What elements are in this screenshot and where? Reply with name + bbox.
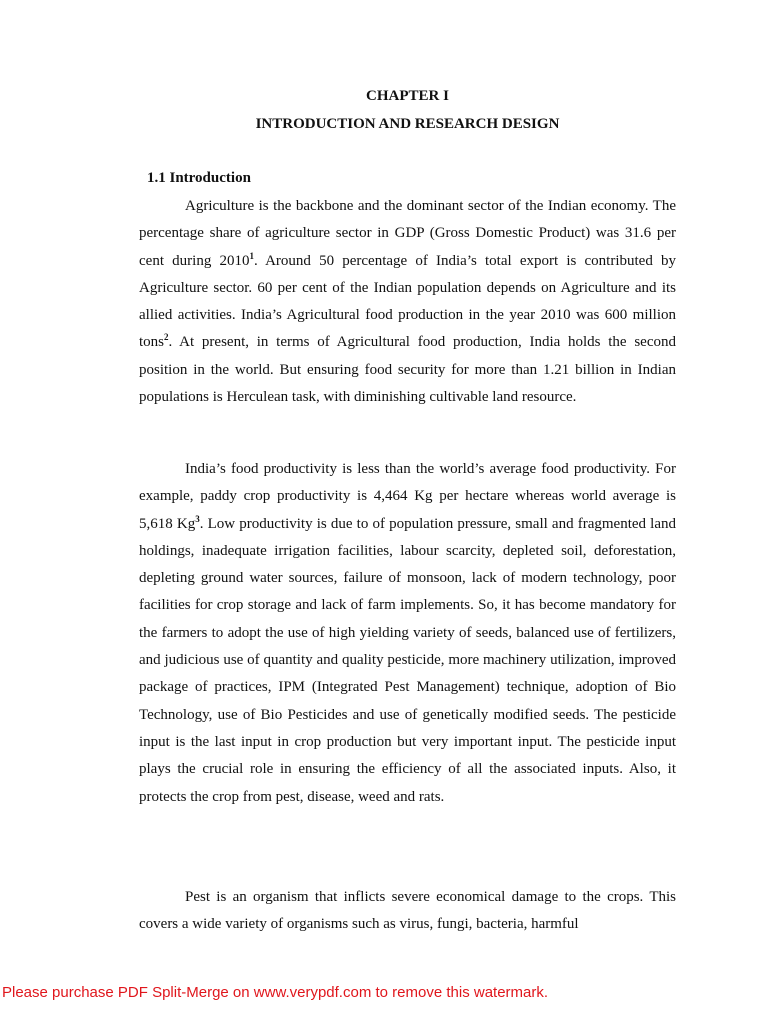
paragraph-text: Agriculture is the backbone and the dominant sector of the Indian economy. The percentage share of agriculture sector in GDP (Gross Domestic Product) was 31.6 per cent during 2010: [139, 198, 676, 269]
paragraph-text: . Low productivity is due to of population pressure, small and fragmented land holdings, inadequate irrigation facilities, labour scarcity, depleted soil, deforestation, depleting ground water sources, failure of monsoon, lack of modern technology, poor facilities for crop storage and lack of farm implements. So, it has become mandatory for the farmers to adopt the use of high yielding variety of seeds, balanced use of fertilizers, and judicious use of quantity and quality pesticide, more machinery utilization, improved package of practices, IPM (Integrated Pest Management) technique, adoption of Bio Technology, use of Bio Pesticides and use of genetically modified seeds. The pesticide input is the last input in crop production but very important input. The pesticide input plays the crucial role in ensuring the efficiency of all the associated inputs. Also, it protects the crop from pest, disease, weed and rats.: [139, 515, 676, 805]
footnote-ref-1: 1: [249, 250, 254, 261]
paragraph-agriculture: [139, 193, 676, 411]
paragraph-productivity: [139, 456, 676, 811]
paragraph-text: . At present, in terms of Agricultural food production, India holds the second position in the world. But ensuring food security for more than 1.21 billion in Indian populations is Herculean task, with diminishing cultivable land resource.: [139, 334, 676, 406]
paragraph-text: India’s food productivity is less than the world’s average food productivity. For example, paddy crop productivity is 4,464 Kg per hectare whereas world average is 5,618 Kg: [139, 461, 676, 532]
section-heading: 1.1 Introduction: [147, 170, 251, 186]
footnote-ref-2: 2: [164, 332, 169, 343]
paragraph-pest: [139, 884, 676, 939]
chapter-number: CHAPTER I: [366, 88, 449, 104]
paragraph-text: . Around 50 percentage of India’s total export is contributed by Agriculture sector. 60 per cent of the Indian population depends on Agriculture and its allied activities. India’s Agricultural food production in the year 2010 was 600 million tons: [139, 252, 676, 351]
paragraph-text: Pest is an organism that inflicts severe economical damage to the crops. This covers a wide variety of organisms such as virus, fungi, bacteria, harmful: [139, 889, 676, 933]
chapter-title: INTRODUCTION AND RESEARCH DESIGN: [255, 116, 560, 132]
footnote-ref-3: 3: [195, 513, 200, 524]
watermark-text: Please purchase PDF Split-Merge on www.verypdf.com to remove this watermark.: [2, 984, 549, 1001]
